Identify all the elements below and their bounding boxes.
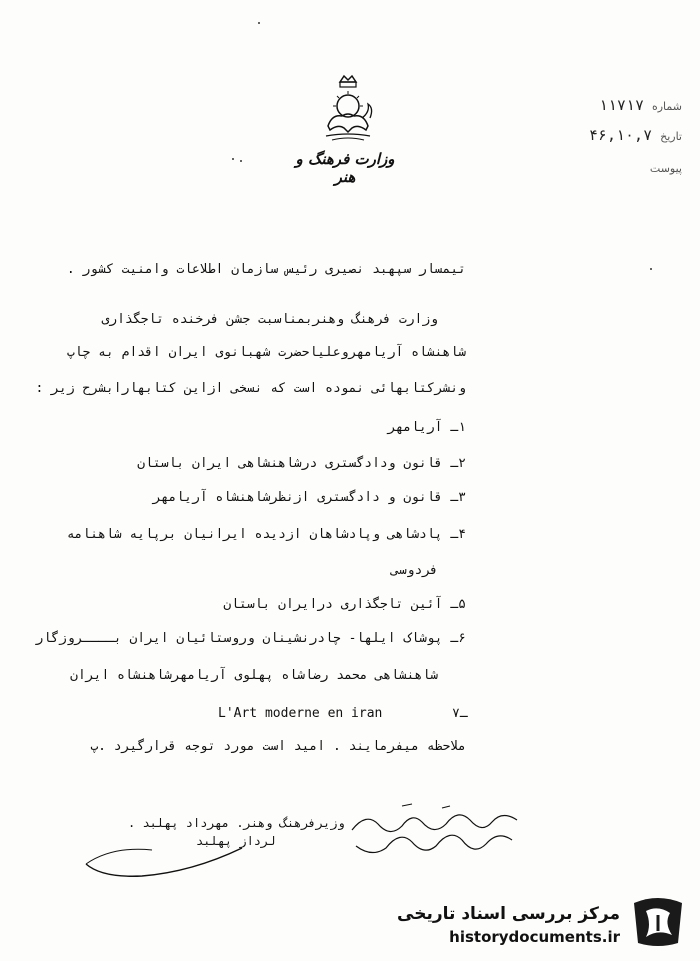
handwritten-note bbox=[342, 800, 522, 870]
list-item-number: ـ۷ bbox=[452, 706, 468, 721]
signature-title: وزیرفرهنگ وهنر. مهرداد پهلبد . bbox=[128, 816, 345, 830]
recipient-line: تیمسار سپهبد نصیری رئیس سازمان اطلاعات وامنیت کشور . bbox=[66, 262, 466, 277]
signature-name: لرداز پهلبد bbox=[196, 834, 276, 848]
reference-date bbox=[589, 126, 682, 144]
scan-mark bbox=[258, 22, 260, 24]
scan-mark bbox=[240, 160, 242, 162]
number-value: ۱۱۷۱۷ bbox=[598, 96, 644, 114]
body-line: وزارت فرهنگ وهنربمناسبت جشن فرخنده تاجگذاری bbox=[101, 312, 438, 327]
signature-stroke bbox=[82, 828, 252, 888]
reference-number bbox=[599, 96, 682, 114]
reference-attachment bbox=[650, 162, 682, 175]
lion-and-sun-emblem bbox=[318, 74, 378, 144]
list-item-latin: L'Art moderne en iran bbox=[218, 706, 383, 721]
scan-mark bbox=[650, 268, 652, 270]
list-item-continuation: فردوسی bbox=[391, 563, 438, 578]
archive-name: مرکز بررسی اسناد تاریخی bbox=[397, 904, 620, 924]
scan-mark bbox=[232, 158, 234, 160]
body-line: شاهنشاه آریامهروعلیاحضرت شهبانوی ایران اقدام به چاپ bbox=[66, 345, 466, 360]
number-label: شماره bbox=[651, 100, 682, 113]
attachment-label: پیوست bbox=[649, 162, 682, 175]
ministry-name: وزارت فرهنگ و هنر bbox=[295, 150, 395, 186]
list-item: ۴ـ پادشاهی وپادشاهان ازدیده ایرانیان برپایه شاهنامه bbox=[66, 527, 466, 542]
body-line: ونشرکتابهائی نموده است که نسخی ازاین کتابهارابشرح زیر : bbox=[35, 381, 466, 396]
list-item: ۱ـ آریامهر bbox=[387, 420, 466, 435]
list-item: ۳ـ قانون و دادگستری ازنظرشاهنشاه آریامهر bbox=[152, 490, 466, 505]
archive-logo bbox=[628, 893, 688, 949]
list-item-continuation: شاهنشاهی محمد رضاشاه پهلوی آریامهرشاهنشاه ایران bbox=[70, 668, 438, 683]
date-label: تاریخ bbox=[660, 130, 682, 143]
archive-url: historydocuments.ir bbox=[449, 928, 620, 946]
date-value: ۴۶,۱۰,۷ bbox=[588, 126, 653, 144]
closing-line: ملاحظه میفرمایند . امید است مورد توجه قرارگیرد .پ bbox=[90, 739, 466, 754]
list-item: ۵ـ آئین تاجگذاری درایران باستان bbox=[223, 597, 466, 612]
list-item: ۶ـ پوشاک ایلها- چادرنشینان وروستائیان ایران بــــروزگار bbox=[35, 631, 466, 646]
list-item: ۲ـ قانون ودادگستری درشاهنشاهی ایران باستان bbox=[137, 456, 466, 471]
